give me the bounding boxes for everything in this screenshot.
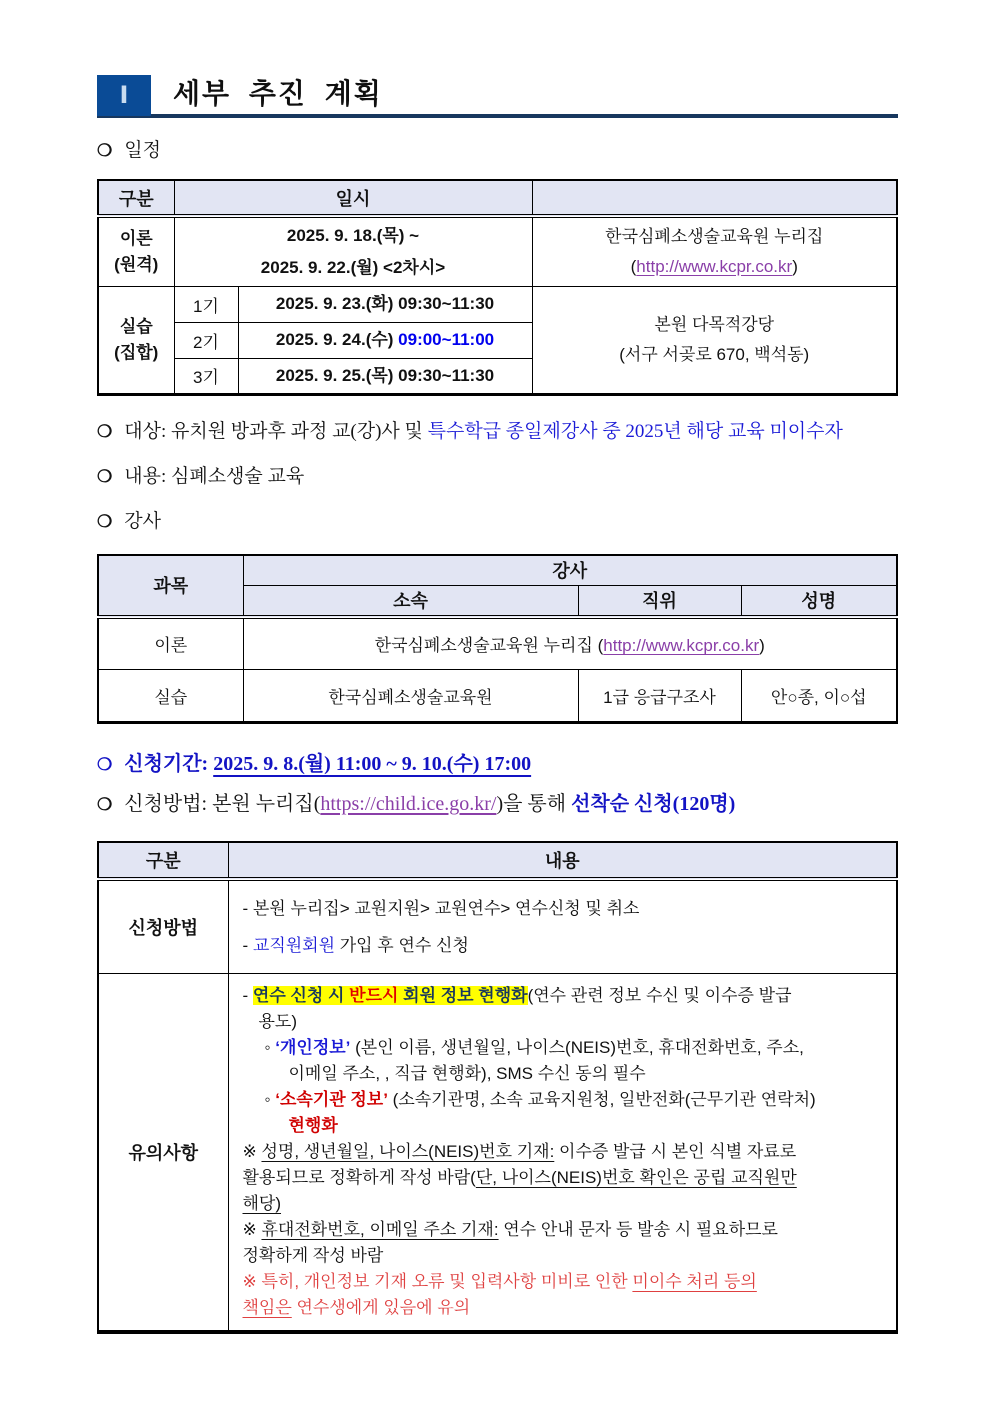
theory-date-cell: 2025. 9. 18.(목) ~ 2025. 9. 22.(월) <2차시> (174, 216, 532, 286)
info-header-division: 구분 (98, 842, 228, 879)
section-header (97, 75, 898, 118)
application-period-value: 2025. 9. 8.(월) 11:00 ~ 9. 10.(수) 17:00 (213, 753, 532, 775)
note-personal-info: ◦ ‘개인정보’ (본인 이름, 생년월일, 나이스(NEIS)번호, 휴대전화번호, 주소, 이메일 주소, , 직급 현행화), SMS 수신 동의 필수 (264, 1038, 804, 1083)
bullet-content: ❍ 내용: 심폐소생술 교육 (97, 465, 305, 487)
target-highlight-text: 특수학급 종일제강사 중 2025년 해당 교육 미이수자 (427, 420, 843, 442)
instructor-practice-affiliation: 한국심폐소생술교육원 (243, 670, 578, 723)
bullet-application-method: ❍ 신청방법: 본원 누리집(https://child.ice.go.kr/)을 통해 선착순 신청(120명) (97, 793, 736, 815)
round-1-date-cell: 2025. 9. 23.(화) 09:30~11:30 (238, 286, 532, 322)
instructor-practice-names: 안○종, 이○섭 (741, 670, 897, 723)
round-2-cell: 2기 (174, 322, 238, 358)
instructor-table (97, 554, 898, 725)
bullet-instructor: ❍ 강사 (97, 510, 161, 532)
circle-bullet-icon: ❍ (97, 795, 113, 814)
highlight-update-required: 연수 신청 시 (252, 986, 350, 1005)
table-row-apply-method (98, 879, 897, 974)
bullet-target: ❍ 대상: 유치원 방과후 과정 교(강)사 및 특수학급 종일제강사 중 2025년 해당 교육 미이수자 (97, 420, 843, 442)
notes-label: 유의사항 (98, 974, 228, 1333)
instructor-header-subject: 과목 (98, 555, 243, 617)
bullet-schedule-label: 일정 (124, 140, 161, 161)
theory-place-cell: 한국심폐소생술교육원 누리집 (http://www.kcpr.co.kr) (532, 216, 897, 286)
round-1-cell: 1기 (174, 286, 238, 322)
first-come-badge: 선착순 신청(120명) (571, 793, 736, 815)
notes-content (228, 974, 897, 1333)
note-responsibility: ※ 특히, 개인정보 기재 오류 및 입력사항 미비로 인한 미이수 처리 등의 책임은 연수생에게 있음에 유의 (242, 1272, 757, 1317)
section-number: Ⅰ (119, 82, 129, 109)
kcpr-link[interactable]: http://www.kcpr.co.kr (603, 636, 760, 656)
member-type-highlight: 교직원회원 (252, 936, 336, 955)
table-row-instructor-practice (98, 670, 897, 723)
instructor-practice-subject: 실습 (98, 670, 243, 723)
practice-place-cell: 본원 다목적강당 (서구 서곶로 670, 백석동) (532, 286, 897, 394)
circle-bullet-icon: ❍ (97, 421, 113, 441)
instructor-theory-affiliation: 한국심폐소생술교육원 누리집 (http://www.kcpr.co.kr) (243, 617, 897, 670)
info-table (97, 841, 898, 1334)
instructor-header-position: 직위 (578, 586, 741, 617)
note-phone-email: ※ 휴대전화번호, 이메일 주소 기재: 연수 안내 문자 등 발송 시 필요하므로 정확하게 작성 바람 (242, 1220, 778, 1265)
note-name-neis: ※ 성명, 생년월일, 나이스(NEIS)번호 기재: 이수증 발급 시 본인 식별 자료로 활용되므로 정확하게 작성 바람(단, 나이스(NEIS)번호 확인은 공립 교직원만 해당) (242, 1142, 797, 1213)
bullet-application-period: ❍ 신청기간: 2025. 9. 8.(월) 11:00 ~ 9. 10.(수) 17:00 (97, 753, 532, 775)
round-2-date-cell: 2025. 9. 24.(수) 09:00~11:00 (238, 322, 532, 358)
apply-method-label: 신청방법 (98, 879, 228, 974)
note-update-info: - 연수 신청 시 반드시 회원 정보 현행화(연수 관련 정보 수신 및 이수증 발급 용도) (242, 986, 792, 1031)
circle-bullet-icon: ❍ (97, 141, 113, 160)
instructor-theory-subject: 이론 (98, 617, 243, 670)
bullet-schedule (97, 139, 898, 163)
note-org-info: ◦ ‘소속기관 정보’ (소속기관명, 소속 교육지원청, 일반전화(근무기관 연락처) 현행화 (264, 1090, 816, 1135)
round-3-date-cell: 2025. 9. 25.(목) 09:30~11:30 (238, 358, 532, 394)
circle-bullet-icon: ❍ (97, 466, 113, 486)
table-row-notes (98, 974, 897, 1333)
page-title: 세부 추진 계획 (173, 78, 383, 110)
apply-method-content: - 본원 누리집> 교원지원> 교원연수> 연수신청 및 취소 - 교직원회원 가입 후 연수 신청 (228, 879, 897, 974)
round-3-cell: 3기 (174, 358, 238, 394)
schedule-header-place (532, 180, 897, 216)
document-page (97, 0, 898, 1334)
instructor-header-name: 성명 (741, 586, 897, 617)
table-row-practice-1 (98, 286, 897, 322)
circle-bullet-icon: ❍ (97, 755, 113, 774)
instructor-header-instructor: 강사 (243, 555, 897, 586)
instructor-practice-position: 1급 응급구조사 (578, 670, 741, 723)
round-2-time-highlight: 09:00~11:00 (398, 330, 495, 349)
schedule-header-division: 구분 (98, 180, 174, 216)
instructor-header-affiliation: 소속 (243, 586, 578, 617)
schedule-table (97, 179, 898, 396)
table-row-theory (98, 216, 897, 286)
theory-label-cell: 이론 (원격) (98, 216, 174, 286)
schedule-header-datetime: 일시 (174, 180, 532, 216)
info-header-content: 내용 (228, 842, 897, 879)
section-number-box (97, 75, 151, 116)
circle-bullet-icon: ❍ (97, 511, 113, 531)
child-ice-link[interactable]: https://child.ice.go.kr/ (320, 793, 497, 815)
practice-label-cell: 실습 (집합) (98, 286, 174, 394)
kcpr-link[interactable]: http://www.kcpr.co.kr (636, 256, 793, 276)
table-row-instructor-theory (98, 617, 897, 670)
